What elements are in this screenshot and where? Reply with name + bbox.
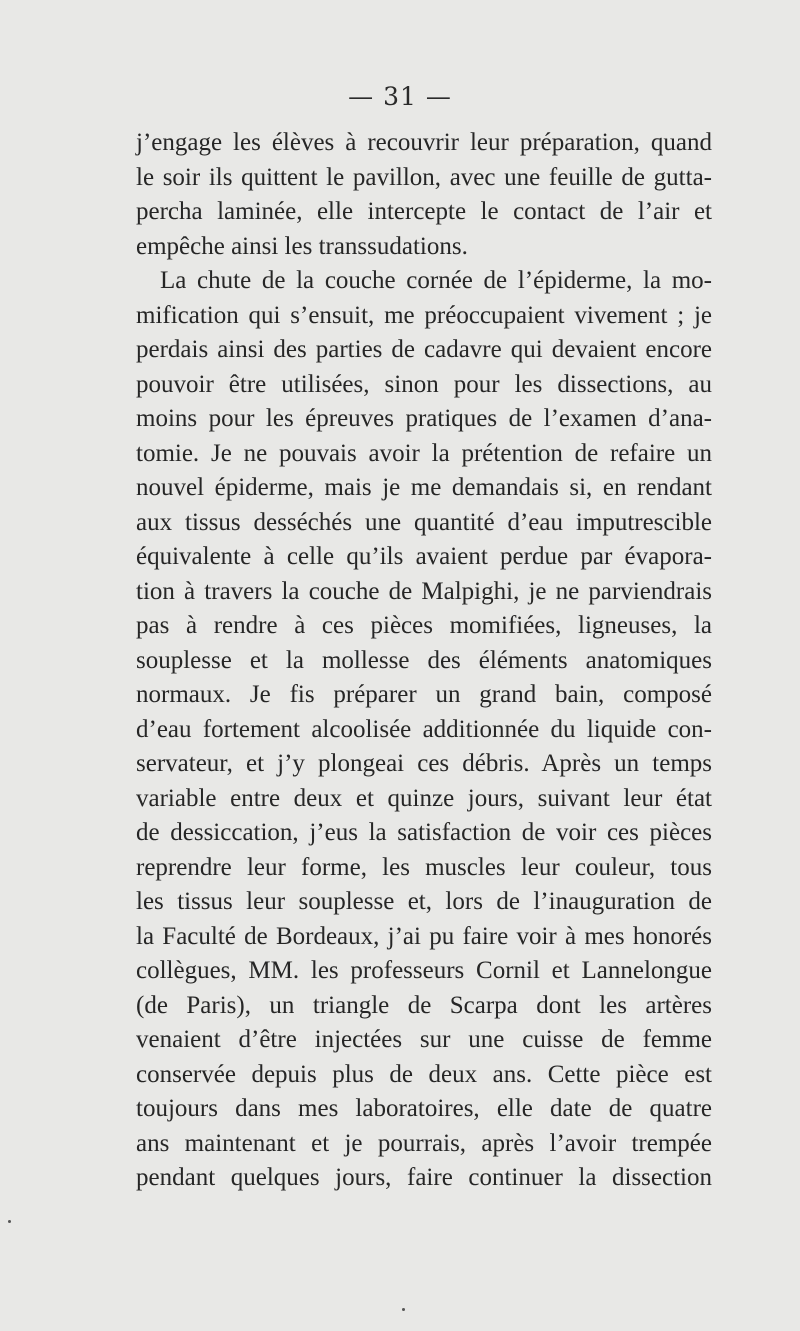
text-line: pendant quelques jours, faire continuer la dissection — [136, 1164, 712, 1191]
text-line: nouvel épiderme, mais je me demandais si, en rendant — [136, 474, 712, 501]
ink-speck — [8, 1220, 11, 1223]
text-line: variable entre deux et quinze jours, suivant leur état — [136, 784, 712, 812]
text-line: mification qui s’ensuit, me préoccupaient vivement ; je — [136, 301, 712, 329]
text-line: la Faculté de Bordeaux, j’ai pu faire voir à mes honorés — [136, 922, 712, 950]
text-line: aux tissus desséchés une quantité d’eau imputrescible — [136, 508, 712, 536]
text-line: tion à travers la couche de Malpighi, je ne parviendrais — [136, 577, 712, 605]
text-line: reprendre leur forme, les muscles leur couleur, tous — [136, 853, 712, 881]
text-line: collègues, MM. les professeurs Cornil et Lannelongue — [136, 957, 712, 984]
text-line: servateur, et j’y plongeai ces débris. Après un temps — [136, 750, 712, 777]
text-line: pas à rendre à ces pièces momifiées, ligneuses, la — [136, 612, 712, 639]
text-line: j’engage les élèves à recouvrir leur préparation, quand — [136, 129, 712, 156]
text-line: équivalente à celle qu’ils avaient perdue par évapora- — [136, 543, 712, 570]
text-line: les tissus leur souplesse et, lors de l’inauguration de — [136, 888, 712, 915]
page-number: — 31 — — [348, 82, 452, 111]
text-line: souplesse et la mollesse des éléments anatomiques — [136, 646, 712, 674]
text-line: perdais ainsi des parties de cadavre qui devaient encore — [136, 336, 712, 363]
text-line: pouvoir être utilisées, sinon pour les dissections, au — [136, 370, 712, 398]
text-line: (de Paris), un triangle de Scarpa dont les artères — [136, 991, 712, 1019]
text-line: conservée depuis plus de deux ans. Cette pièce est — [136, 1060, 712, 1088]
text-line: percha laminée, elle intercepte le contact de l’air et — [136, 198, 712, 225]
text-line: d’eau fortement alcoolisée additionnée du liquide con- — [136, 715, 712, 743]
ink-speck — [402, 1308, 405, 1311]
text-line: moins pour les épreuves pratiques de l’examen d’ana- — [136, 405, 712, 432]
text-line: de dessiccation, j’eus la satisfaction de voir ces pièces — [136, 819, 712, 846]
text-line: venaient d’être injectées sur une cuisse de femme — [136, 1026, 712, 1053]
text-line: ans maintenant et je pourrais, après l’avoir trempée — [136, 1129, 712, 1157]
paragraph-first-line: La chute de la couche cornée de l’épiderme, la mo- — [160, 267, 712, 294]
text-line: toujours dans mes laboratoires, elle date de quatre — [136, 1095, 712, 1122]
text-line: empêche ainsi les transsudations. — [136, 232, 468, 260]
text-line: normaux. Je fis préparer un grand bain, composé — [136, 681, 712, 708]
text-line: le soir ils quittent le pavillon, avec une feuille de gutta- — [136, 163, 712, 191]
text-line: tomie. Je ne pouvais avoir la prétention de refaire un — [136, 439, 712, 467]
body-text — [136, 126, 712, 1196]
